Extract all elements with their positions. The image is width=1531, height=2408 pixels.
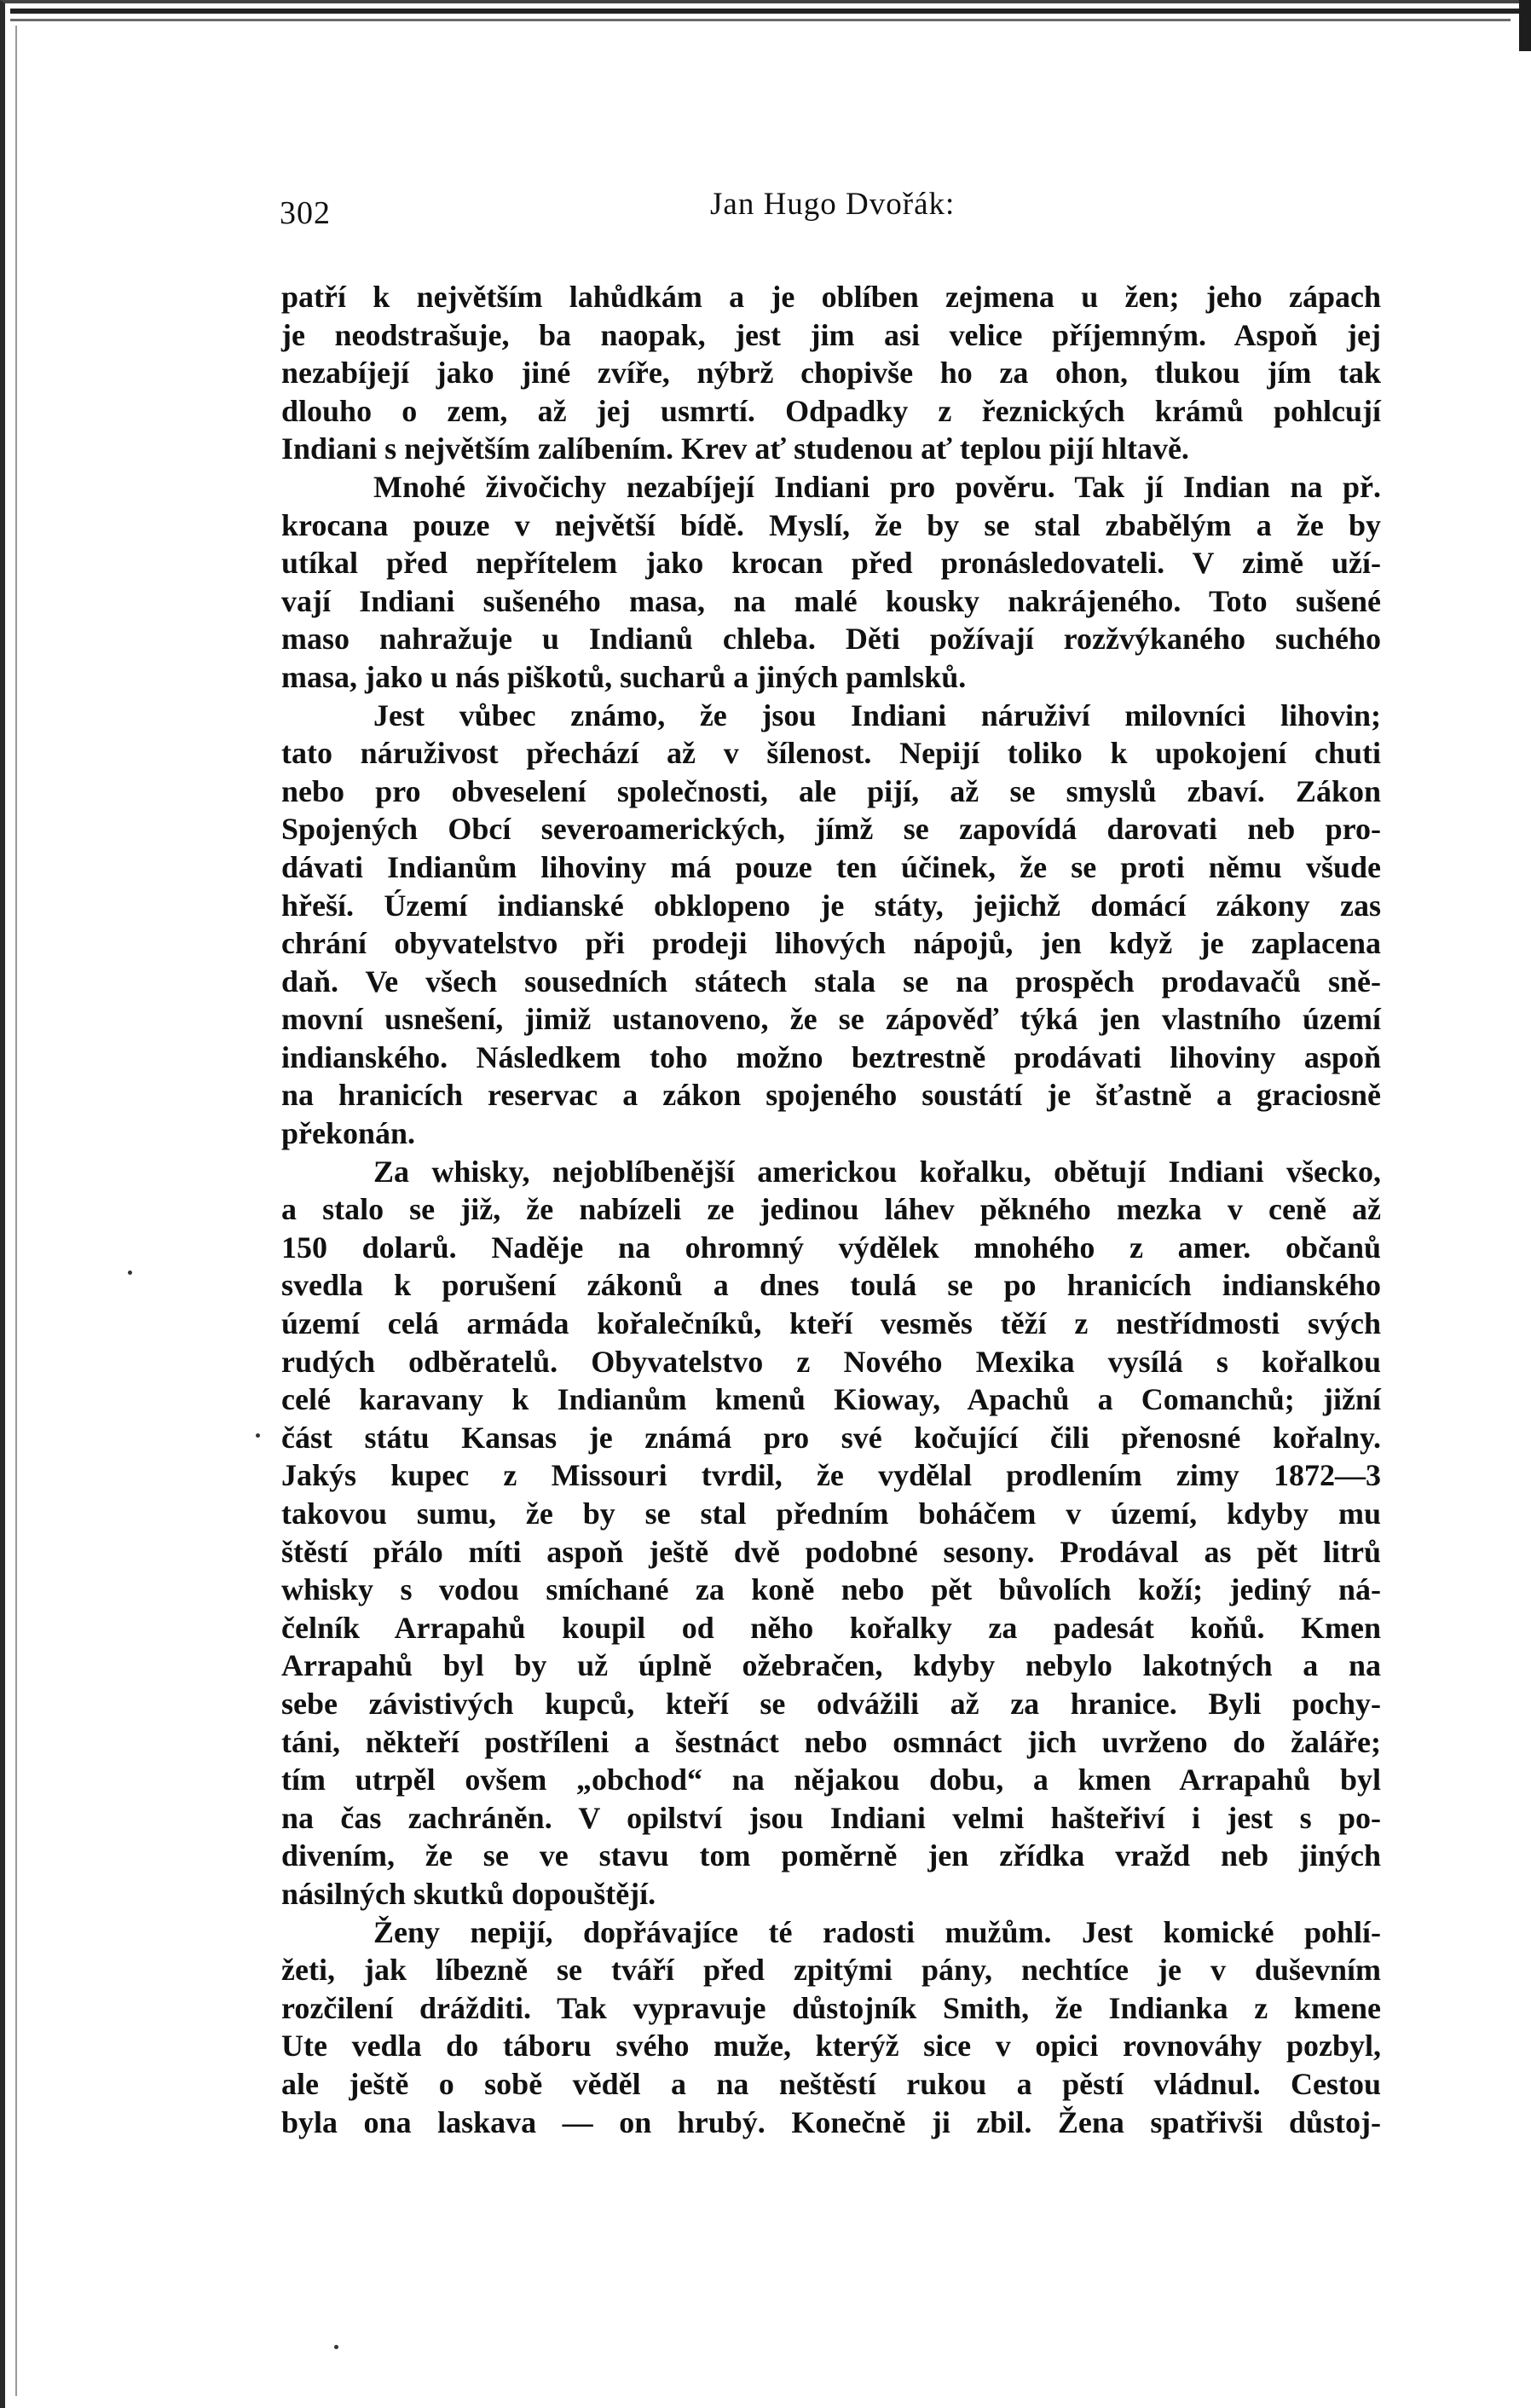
text-line: Jest vůbec známo, že jsou Indiani náruživí milovníci lihovin; <box>373 698 1381 732</box>
text-line: utíkal před nepřítelem jako krocan před pronásledovateli. V zimě uží- <box>281 546 1381 581</box>
page-edge-top <box>10 9 1519 14</box>
text-line: Ute vedla do táboru svého muže, kterýž sice v opici rovnováhy pozbyl, <box>281 2029 1381 2064</box>
text-line: divením, že se ve stavu tom poměrně jen zřídka vražd neb jiných <box>281 1838 1381 1873</box>
text-line: vají Indiani sušeného masa, na malé kousky nakrájeného. Toto sušené <box>281 583 1381 618</box>
text-line: nezabíjejí jako jiné zvíře, nýbrž chopivše ho za ohon, tlukou jím tak <box>281 356 1381 391</box>
text-line: část státu Kansas je známá pro své kočující čili přenosné kořalny. <box>281 1420 1381 1455</box>
inner-rule-top <box>10 19 1511 21</box>
inner-rule-left <box>15 26 17 2396</box>
text-line: patří k největším lahůdkám a je oblíben zejmena u žen; jeho zápach <box>281 280 1381 314</box>
text-line: tím utrpěl ovšem „obchod“ na nějakou dobu, a kmen Arrapahů byl <box>281 1763 1381 1797</box>
text-line: takovou sumu, že by se stal předním boháčem v území, kdyby mu <box>281 1496 1381 1531</box>
text-line: je neodstrašuje, ba naopak, jest jim asi velice příjemným. Aspoň jej <box>281 317 1381 352</box>
text-line: štěstí přálo míti aspoň ještě dvě podobné sesony. Prodával as pět litrů <box>281 1534 1381 1569</box>
text-line: indianského. Následkem toho možno beztrestně prodávati lihoviny aspoň <box>281 1039 1381 1074</box>
text-line: Za whisky, nejoblíbenější americkou kořalku, obětují Indiani všecko, <box>373 1154 1381 1189</box>
page-header <box>280 182 1388 234</box>
text-line: táni, někteří postříleni a šestnáct nebo osmnáct jich uvrženo do žaláře; <box>281 1724 1381 1759</box>
text-line: nebo pro obveselení společnosti, ale pijí, až se smyslů zbaví. Zákon <box>281 773 1381 808</box>
text-line: násilných skutků dopouštějí. <box>281 1876 656 1911</box>
text-line: byla ona laskava — on hrubý. Konečně ji zbil. Žena spatřivši důstoj- <box>281 2104 1381 2139</box>
page-shadow-right <box>1519 0 1531 51</box>
text-line: celé karavany k Indianům kmenů Kioway, Apachů a Comanchů; jižní <box>281 1382 1381 1417</box>
text-line: ale ještě o sobě věděl a na neštěstí rukou a pěstí vládnul. Cestou <box>281 2066 1381 2101</box>
text-line: movní usnešení, jimiž ustanoveno, že se zápověď týká jen vlastního území <box>281 1002 1381 1037</box>
text-line: daň. Ve všech sousedních státech stala se na prospěch prodavačů sně- <box>281 964 1381 999</box>
text-line: Spojených Obcí severoamerických, jímž se zapovídá darovati neb pro- <box>281 812 1381 847</box>
running-head: Jan Hugo Dvořák: <box>710 187 956 222</box>
scan-speck <box>128 1271 132 1275</box>
text-line: čelník Arrapahů koupil od něho kořalky za padesát koňů. Kmen <box>281 1610 1381 1645</box>
page-number: 302 <box>280 195 331 231</box>
text-line: sebe závistivých kupců, kteří se odvážili až za hranice. Byli pochy- <box>281 1686 1381 1721</box>
text-line: žeti, jak líbezně se tváří před zpitými pány, nechtíce je v duševním <box>281 1953 1381 1988</box>
text-line: rozčilení drážditi. Tak vypravuje důstojník Smith, že Indianka z kmene <box>281 1990 1381 2025</box>
text-line: na čas zachráněn. V opilství jsou Indiani velmi hašteřiví i jest s po- <box>281 1800 1381 1835</box>
text-line: a stalo se již, že nabízeli ze jedinou láhev pěkného mezka v ceně až <box>281 1192 1381 1227</box>
body-text <box>281 278 1381 2141</box>
scan-speck <box>256 1433 260 1438</box>
text-line: Jakýs kupec z Missouri tvrdil, že vydělal prodlením zimy 1872—3 <box>281 1458 1381 1493</box>
text-line: chrání obyvatelstvo při prodeji lihových nápojů, jen když je zaplacena <box>281 926 1381 961</box>
text-line: území celá armáda kořalečníků, kteří vesměs těží z nestřídmosti svých <box>281 1306 1381 1341</box>
text-line: Indiani s největším zalíbením. Krev ať studenou ať teplou pijí hltavě. <box>281 431 1189 466</box>
text-line: tato náruživost přechází až v šílenost. Nepijí toliko k upokojení chuti <box>281 736 1381 771</box>
text-line: masa, jako u nás piškotů, sucharů a jiných pamlsků. <box>281 659 967 694</box>
text-line: svedla k porušení zákonů a dnes toulá se po hranicích indianského <box>281 1268 1381 1303</box>
text-line: rudých odběratelů. Obyvatelstvo z Nového Mexika vysílá s kořalkou <box>281 1344 1381 1379</box>
text-line: maso nahražuje u Indianů chleba. Děti požívají rozžvýkaného suchého <box>281 622 1381 657</box>
scan-speck <box>334 2345 338 2349</box>
text-line: whisky s vodou smíchané za koně nebo pět bůvolích koží; jediný ná- <box>281 1572 1381 1607</box>
text-line: Ženy nepijí, dopřávajíce té radosti mužům. Jest komické pohlí- <box>373 1914 1381 1949</box>
text-line: dlouho o zem, až jej usmrtí. Odpadky z řeznických krámů pohlcují <box>281 393 1381 428</box>
text-line: Mnohé živočichy nezabíjejí Indiani pro pověru. Tak jí Indian na př. <box>373 469 1381 504</box>
text-line: hřeší. Území indianské obklopeno je státy, jejichž domácí zákony zas <box>281 888 1381 923</box>
text-line: krocana pouze v největší bídě. Myslí, že by se stal zbabělým a že by <box>281 507 1381 542</box>
text-line: dávati Indianům lihoviny má pouze ten účinek, že se proti němu všude <box>281 849 1381 884</box>
text-line: na hranicích reservac a zákon spojeného soustátí je šťastně a graciosně <box>281 1078 1381 1113</box>
text-line: 150 dolarů. Naděje na ohromný výdělek mnohého z amer. občanů <box>281 1230 1381 1265</box>
text-line: překonán. <box>281 1116 416 1151</box>
text-line: Arrapahů byl by už úplně ožebračen, kdyby nebylo lakotných a na <box>281 1648 1381 1683</box>
